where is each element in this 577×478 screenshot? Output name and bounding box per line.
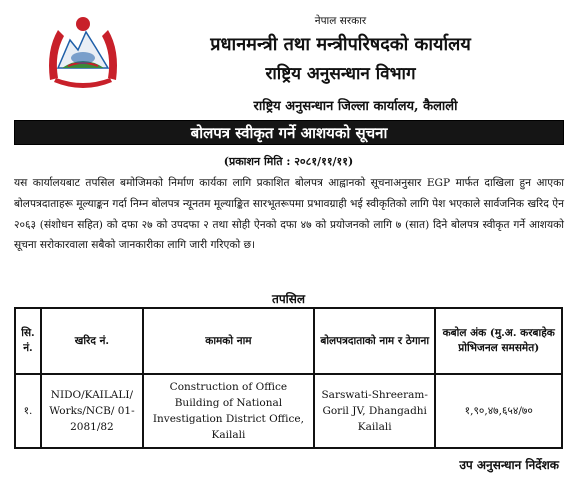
- cell-purchase-no: NIDO/KAILALI/ Works/NCB/ 01-2081/82: [41, 374, 143, 448]
- cell-bidder: Sarswati-Shreeram- Goril JV, Dhangadhi Kailali: [314, 374, 435, 448]
- district-office-name: राष्ट्रिय अनुसन्धान जिल्ला कार्यालय, कैलाली: [253, 99, 458, 114]
- header-purchase-no: खरिद नं.: [41, 308, 143, 374]
- notice-body: यस कार्यालयबाट तपसिल बमोजिमको निर्माण कार्यका लागि प्रकाशित बोलपत्र आह्वानको सूचनाअनुसार EGP मार्फत दाखिला हुन आएका बोलपत्रदाताहरू मूल्याङ्कन गर्दा निम्न बोलपत्र न्यूनतम मूल्याङ्कित सारभूतरूपमा प्रभावग्राही भई स्वीकृतिको लागि पेश भएकाले सार्वजनिक खरिद ऐन २०६३ (संशोधन सहित) को दफा २७ को उपदफा २ तथा सोही ऐनको दफा ४७ को प्रयोजनको लागि ७ (सात) दिने बोलपत्र स्वीकृत गर्ने आशयको सूचना सरोकारवाला सबैको जानकारीका लागि जारी गरिएको छ।: [14, 177, 564, 252]
- header-bidder: बोलपत्रदाताको नाम र ठेगाना: [314, 308, 435, 374]
- government-name: नेपाल सरकार: [314, 15, 367, 27]
- table-row: [15, 374, 562, 448]
- department-name: राष्ट्रिय अनुसन्धान विभाग: [265, 64, 416, 84]
- header-work-name: कामको नाम: [143, 308, 314, 374]
- notice-title: बोलपत्र स्वीकृत गर्ने आशयको सूचना: [14, 120, 564, 145]
- schedule-label: तपसिल: [271, 292, 305, 306]
- cell-amount: १,९०,४७,६५४/७०: [435, 374, 562, 448]
- signatory-title: उप अनुसन्धान निर्देशक: [459, 458, 559, 472]
- office-name: प्रधानमन्त्री तथा मन्त्रीपरिषदको कार्यालय: [210, 34, 471, 55]
- published-date: (प्रकाशन मिति : २०८१/११/११): [223, 155, 354, 168]
- bid-table: [14, 307, 563, 449]
- cell-sn: १.: [15, 374, 41, 448]
- cell-work-name: Construction of Office Building of National Investigation District Office, Kailali: [143, 374, 314, 448]
- table-header-row: [15, 308, 562, 374]
- header-sn: सि. नं.: [15, 308, 41, 374]
- header-amount: कबोल अंक (मु.अ. करबाहेक प्रोभिजनल समसमेत): [435, 308, 562, 374]
